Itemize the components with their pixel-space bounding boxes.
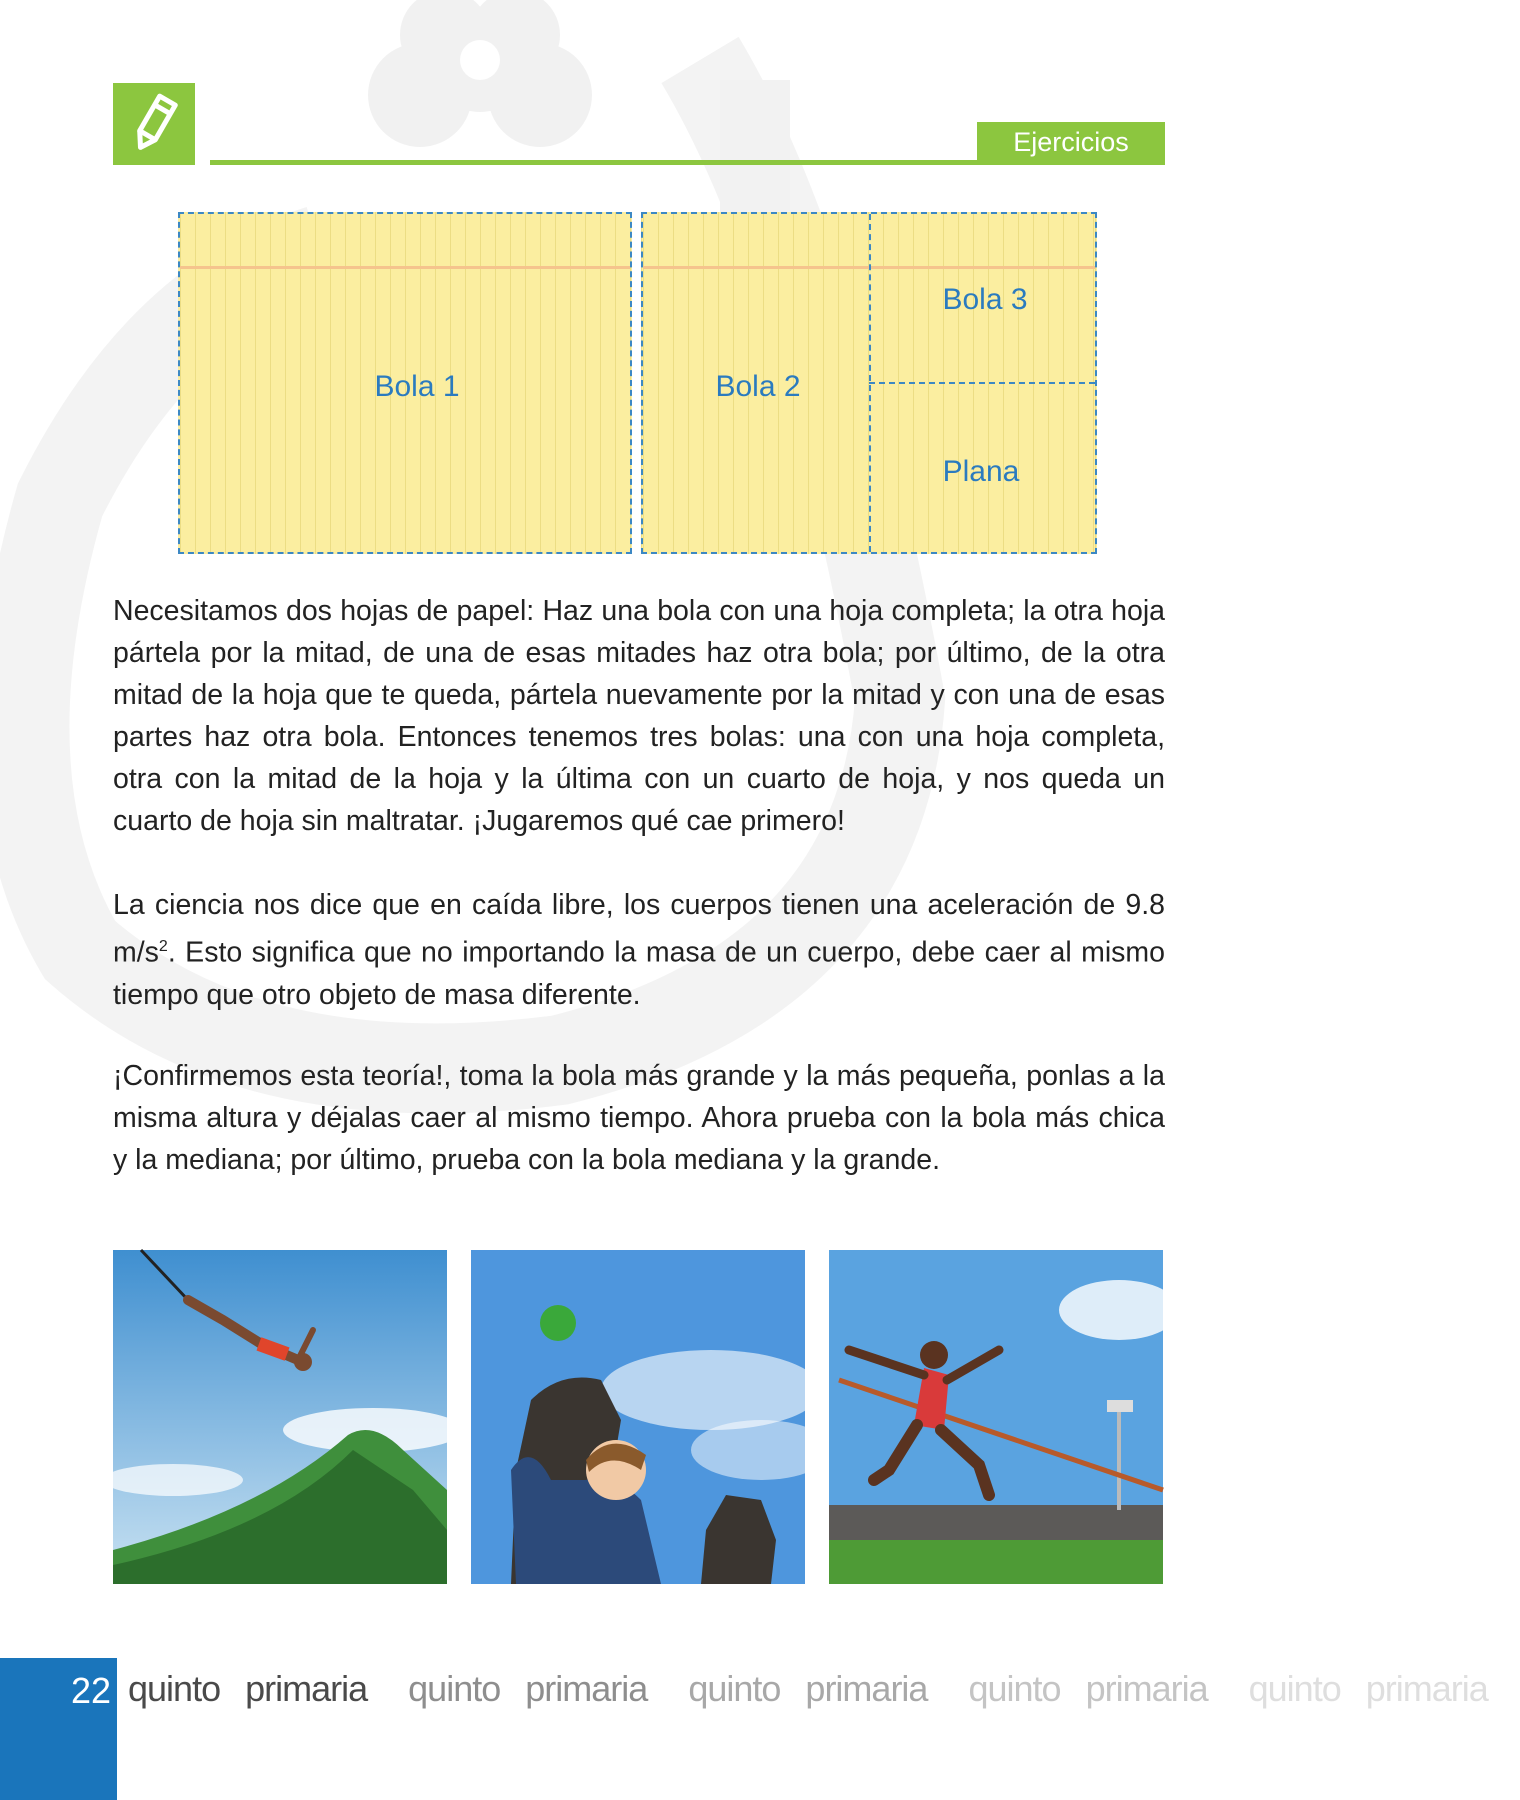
paper-sheet-1 [178, 212, 632, 554]
boy-ball-rock-photo [471, 1250, 805, 1584]
section-label: Ejercicios [977, 122, 1165, 162]
ball2-label: Bola 2 [715, 370, 801, 403]
javelin-athlete-photo [829, 1250, 1163, 1584]
paragraph-science: La ciencia nos dice que en caída libre, los cuerpos tienen una aceleración de 9.8 $m/s^2$. Esto significa que no importando la masa de un cuerpo, debe caer al mismo tiempo que otro objeto de masa diferente. [113, 889, 1165, 1011]
sheet-2-quarter-fold [869, 382, 1095, 384]
page-number: 22 [70, 1670, 111, 1711]
paragraph-instructions: Necesitamos dos hojas de papel: Haz una bola con una hoja completa; la otra hoja pártela por la mitad, de una de esas mitades haz otra bola; por último, de la otra mitad de la hoja que te queda, pártela nuevamente por la mitad y con una de esas partes haz otra bola. Entonces tenemos tres bolas: una con una hoja completa, otra con la mitad de la hoja y la última con un cuarto de hoja, y nos queda un cuarto de hoja sin maltratar. ¡Jugaremos qué cae primero! [113, 595, 1165, 837]
ball1-label: Bola 1 [374, 370, 460, 403]
flat-sheet-label: Plana [942, 455, 1020, 488]
footer-repeating-title: quinto primaria quinto primaria quinto primaria quinto primaria quinto primaria [128, 1668, 1488, 1709]
exercise-badge [113, 83, 195, 165]
paragraph-experiment: ¡Confirmemos esta teoría!, toma la bola más grande y la más pequeña, ponlas a la misma altura y déjalas caer al mismo tiempo. Ahora prueba con la bola más chica y la mediana; por último, prueba con la bola mediana y la grande. [113, 1060, 1165, 1176]
ball3-label: Bola 3 [942, 283, 1028, 316]
bungee-jumper-photo [113, 1250, 447, 1584]
paper-sheet-2 [641, 212, 1097, 554]
pencil-icon [121, 91, 187, 157]
